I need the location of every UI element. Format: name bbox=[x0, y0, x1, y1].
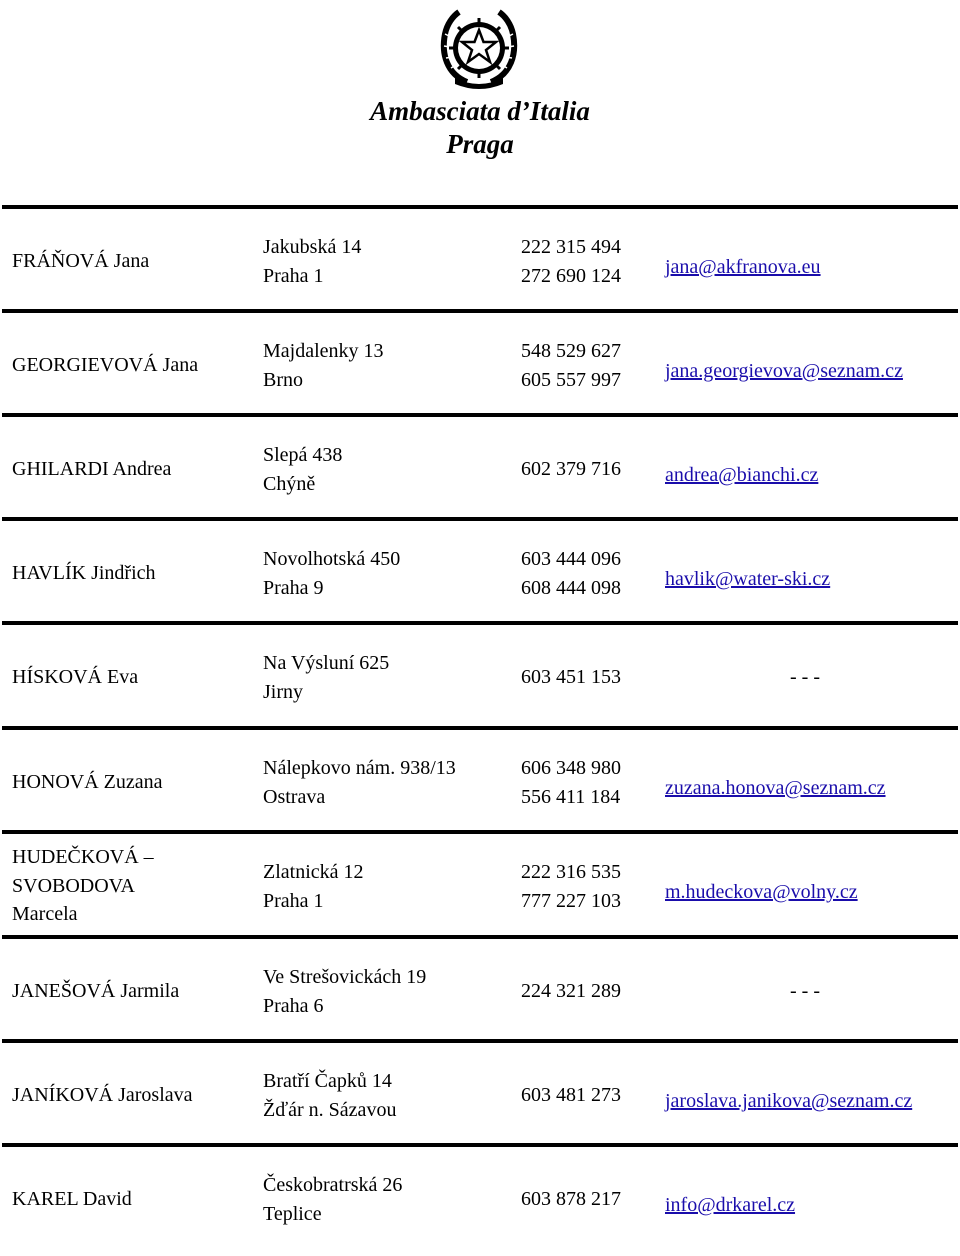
contact-address-line: Nálepkovo nám. 938/13 bbox=[263, 757, 456, 779]
contact-address-line: Na Výsluní 625 bbox=[263, 652, 390, 674]
contact-phone bbox=[521, 337, 621, 394]
contact-address bbox=[263, 337, 384, 394]
contact-address-line: Chýně bbox=[263, 472, 316, 495]
contact-address bbox=[263, 1067, 396, 1124]
contact-phone bbox=[521, 233, 621, 290]
contact-name-line: HONOVÁ Zuzana bbox=[12, 771, 163, 793]
embassy-title: Ambasciata d’Italia bbox=[370, 96, 590, 126]
contact-phone-line: 548 529 627 bbox=[521, 340, 621, 362]
embassy-city: Praga bbox=[446, 129, 514, 159]
contact-phone-line: 222 316 535 bbox=[521, 861, 621, 883]
row-divider bbox=[2, 205, 958, 209]
row-divider bbox=[2, 309, 958, 313]
contact-address bbox=[263, 858, 364, 915]
contact-name bbox=[12, 247, 149, 276]
contact-phone bbox=[521, 858, 621, 915]
contact-name-line: FRÁŇOVÁ Jana bbox=[12, 250, 150, 272]
contact-address-line: Majdalenky 13 bbox=[263, 340, 384, 362]
contact-name-line: Marcela bbox=[12, 903, 78, 925]
row-divider bbox=[2, 1039, 958, 1043]
contact-phone-line: 605 557 997 bbox=[521, 368, 621, 391]
contact-address-line: Praha 6 bbox=[263, 994, 324, 1017]
row-divider bbox=[2, 1143, 958, 1147]
email-link[interactable]: jaroslava.janikova@seznam.cz bbox=[665, 1090, 913, 1112]
contact-phone bbox=[521, 663, 621, 692]
contact-address-line: Zlatnická 12 bbox=[263, 861, 364, 883]
contact-phone-line: 603 444 096 bbox=[521, 548, 621, 570]
contact-name bbox=[12, 1185, 132, 1214]
contact-email bbox=[665, 253, 821, 282]
contact-phone-line: 606 348 980 bbox=[521, 757, 621, 779]
contact-address-line: Brno bbox=[263, 368, 303, 391]
contact-address-line: Bratří Čapků 14 bbox=[263, 1070, 392, 1092]
contact-phone-line: 608 444 098 bbox=[521, 576, 621, 599]
contact-address-line: Ve Strešovickách 19 bbox=[263, 966, 427, 988]
contact-name-line: GEORGIEVOVÁ Jana bbox=[12, 354, 199, 376]
contact-email bbox=[665, 461, 818, 490]
contact-address-line: Jirny bbox=[263, 680, 303, 703]
contact-phone-line: 556 411 184 bbox=[521, 785, 621, 808]
contact-address-line: Novolhotská 450 bbox=[263, 548, 401, 570]
contact-phone bbox=[521, 754, 621, 811]
row-divider bbox=[2, 830, 958, 834]
contact-email bbox=[665, 357, 903, 386]
row-divider bbox=[2, 621, 958, 625]
contact-phone bbox=[521, 455, 621, 484]
email-none: - - - bbox=[790, 666, 820, 688]
contact-address-line: Jakubská 14 bbox=[263, 236, 362, 258]
email-link[interactable]: jana@akfranova.eu bbox=[665, 256, 821, 278]
contact-address-line: Praha 1 bbox=[263, 889, 324, 912]
contact-email bbox=[665, 1191, 795, 1220]
contact-address-line: Slepá 438 bbox=[263, 444, 343, 466]
contact-address-line: Praha 9 bbox=[263, 576, 324, 599]
contact-phone-line: 603 878 217 bbox=[521, 1188, 621, 1210]
contact-name-line: KAREL David bbox=[12, 1188, 132, 1210]
contact-name-line: JANEŠOVÁ Jarmila bbox=[12, 980, 180, 1002]
contact-name bbox=[12, 455, 171, 484]
contact-address bbox=[263, 441, 342, 498]
contact-address bbox=[263, 545, 400, 602]
contact-name bbox=[12, 663, 138, 692]
contact-phone-line: 222 315 494 bbox=[521, 236, 621, 258]
contact-email bbox=[665, 774, 886, 803]
contact-address bbox=[263, 754, 456, 811]
contact-address bbox=[263, 1171, 402, 1228]
email-link[interactable]: havlik@water-ski.cz bbox=[665, 568, 831, 590]
contact-address-line: Praha 1 bbox=[263, 264, 324, 287]
contact-address-line: Českobratrská 26 bbox=[263, 1174, 403, 1196]
italian-emblem-icon bbox=[437, 4, 521, 90]
contact-address-line: Teplice bbox=[263, 1202, 322, 1225]
contact-name bbox=[12, 977, 179, 1006]
contact-phone bbox=[521, 977, 621, 1006]
contact-email bbox=[665, 1087, 912, 1116]
contact-name bbox=[12, 843, 154, 929]
contact-address bbox=[263, 963, 426, 1020]
contact-name-line: GHILARDI Andrea bbox=[12, 458, 172, 480]
contact-name-line: HAVLÍK Jindřich bbox=[12, 562, 156, 584]
contact-phone bbox=[521, 1185, 621, 1214]
email-link[interactable]: jana.georgievova@seznam.cz bbox=[665, 360, 903, 382]
contact-address-line: Žďár n. Sázavou bbox=[263, 1098, 397, 1121]
row-divider bbox=[2, 726, 958, 730]
row-divider bbox=[2, 935, 958, 939]
contact-name bbox=[12, 559, 156, 588]
contact-name bbox=[12, 1081, 193, 1110]
contact-name-line: HUDEČKOVÁ – bbox=[12, 846, 154, 868]
contact-name-line: HÍSKOVÁ Eva bbox=[12, 666, 139, 688]
contact-address bbox=[263, 233, 361, 290]
contact-name-line: SVOBODOVA bbox=[12, 874, 135, 897]
row-divider bbox=[2, 517, 958, 521]
contact-email bbox=[665, 565, 830, 594]
contact-phone-line: 272 690 124 bbox=[521, 264, 621, 287]
contact-phone-line: 603 451 153 bbox=[521, 666, 621, 688]
email-none: - - - bbox=[790, 980, 820, 1002]
contact-phone-line: 602 379 716 bbox=[521, 458, 621, 480]
contact-phone bbox=[521, 1081, 621, 1110]
contact-phone-line: 224 321 289 bbox=[521, 980, 621, 1002]
email-link[interactable]: andrea@bianchi.cz bbox=[665, 464, 819, 486]
contact-address-line: Ostrava bbox=[263, 785, 326, 808]
contact-phone bbox=[521, 545, 621, 602]
email-link[interactable]: m.hudeckova@volny.cz bbox=[665, 881, 858, 903]
contact-phone-line: 603 481 273 bbox=[521, 1084, 621, 1106]
contact-name-line: JANÍKOVÁ Jaroslava bbox=[12, 1084, 193, 1106]
email-link[interactable]: info@drkarel.cz bbox=[665, 1194, 796, 1216]
contact-phone-line: 777 227 103 bbox=[521, 889, 621, 912]
contact-email bbox=[665, 878, 858, 907]
contact-address bbox=[263, 649, 389, 706]
contact-name bbox=[12, 351, 198, 380]
contact-name bbox=[12, 768, 163, 797]
row-divider bbox=[2, 413, 958, 417]
email-link[interactable]: zuzana.honova@seznam.cz bbox=[665, 777, 886, 799]
